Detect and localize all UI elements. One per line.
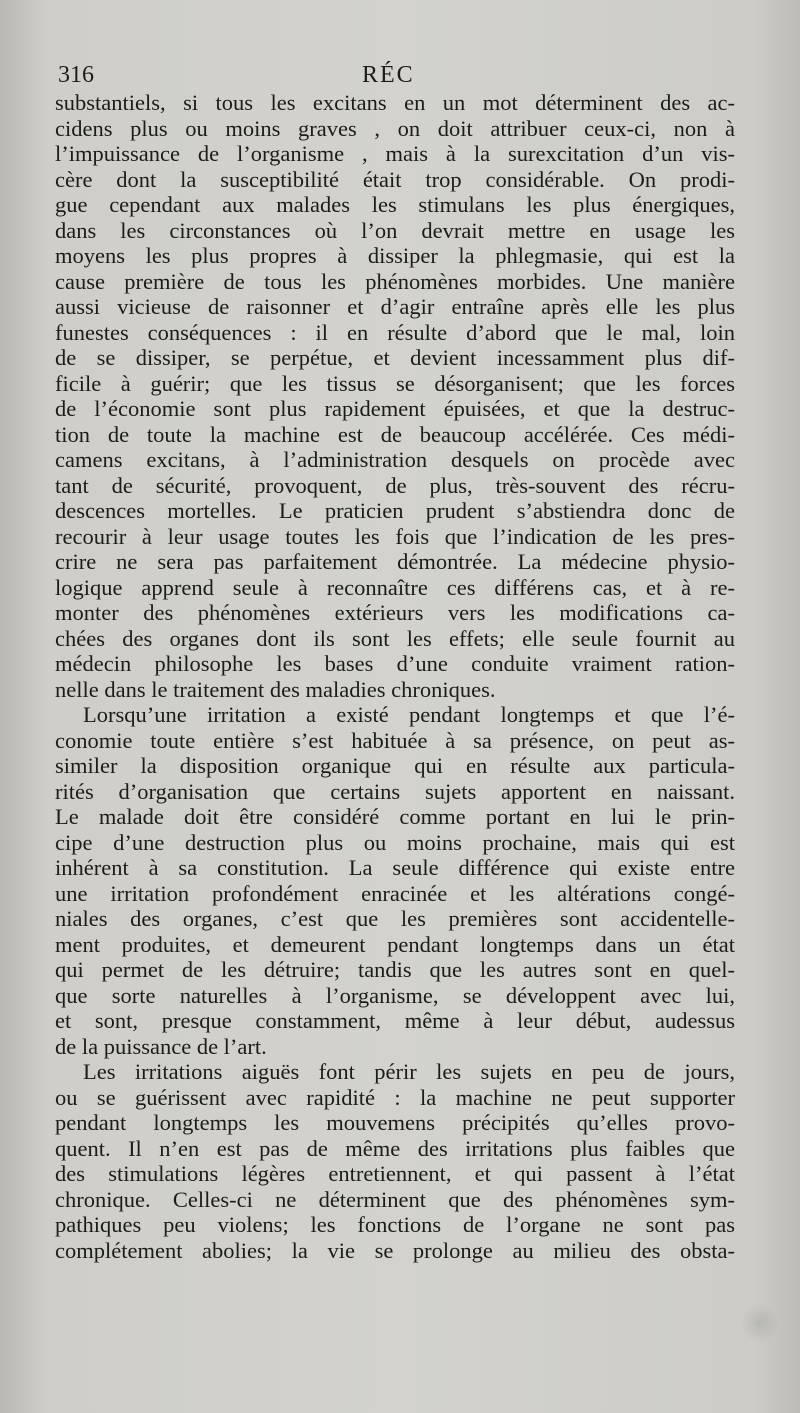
text-line: des stimulations légères entretiennent, et qui passent à l’état — [55, 1161, 735, 1186]
text-line: et sont, presque constamment, même à leur début, audessus — [55, 1008, 735, 1033]
text-line: similer la disposition organique qui en résulte aux particula- — [55, 753, 735, 778]
text-line: Les irritations aiguës font périr les sujets en peu de jours, — [83, 1059, 735, 1084]
text-line: médecin philosophe les bases d’une conduite vraiment ration- — [55, 651, 735, 676]
text-line: l’impuissance de l’organisme , mais à la surexcitation d’un vis- — [55, 141, 735, 166]
text-line: cère dont la susceptibilité était trop considérable. On prodi- — [55, 166, 735, 192]
text-line: conomie toute entière s’est habituée à sa présence, on peut as- — [55, 727, 735, 753]
text-line: monter des phénomènes extérieurs vers les modifications ca- — [55, 600, 735, 625]
text-line: de la puissance de l’art. — [55, 1033, 267, 1059]
text-line: chées des organes dont ils sont les effets; elle seule fournit au — [55, 625, 735, 651]
text-line: qui permet de les détruire; tandis que les autres sont en quel- — [55, 957, 735, 982]
text-line: complétement abolies; la vie se prolonge au milieu des obsta- — [55, 1237, 735, 1263]
text-line: ou se guérissent avec rapidité : la machine ne peut supporter — [55, 1084, 735, 1110]
text-line: que sorte naturelles à l’organisme, se développent avec lui, — [55, 982, 735, 1008]
text-line: rités d’organisation que certains sujets apportent en naissant. — [55, 778, 735, 804]
running-head: RÉC — [362, 62, 415, 88]
text-line: Le malade doit être considéré comme portant en lui le prin- — [55, 804, 735, 829]
body-text — [55, 90, 735, 1263]
text-line: cidens plus ou moins graves , on doit attribuer ceux-ci, non à — [55, 115, 735, 141]
text-line: logique apprend seule à reconnaître ces différens cas, et à re- — [55, 574, 735, 600]
text-line: ment produites, et demeurent pendant longtemps dans un état — [55, 931, 735, 957]
text-line: de se dissiper, se perpétue, et devient incessamment plus dif- — [55, 345, 735, 370]
text-line: Lorsqu’une irritation a existé pendant longtemps et que l’é- — [83, 702, 735, 727]
text-line: crire ne sera pas parfaitement démontrée. La médecine physio- — [55, 549, 735, 574]
text-line: niales des organes, c’est que les premières sont accidentelle- — [55, 906, 735, 931]
text-line: recourir à leur usage toutes les fois que l’indication de les pres- — [55, 523, 735, 549]
text-line: tion de toute la machine est de beaucoup accélérée. Ces médi- — [55, 421, 735, 447]
text-line: cause première de tous les phénomènes morbides. Une manière — [55, 268, 735, 294]
text-line: chronique. Celles-ci ne déterminent que des phénomènes sym- — [55, 1186, 735, 1212]
text-line: gue cependant aux malades les stimulans les plus énergiques, — [55, 192, 735, 217]
text-line: descences mortelles. Le praticien prudent s’abstiendra donc de — [55, 498, 735, 523]
text-line: une irritation profondément enracinée et les altérations congé- — [55, 880, 735, 906]
text-line: de l’économie sont plus rapidement épuisées, et que la destruc- — [55, 396, 735, 421]
text-line: substantiels, si tous les excitans en un mot déterminent des ac- — [55, 90, 735, 115]
text-line: cipe d’une destruction plus ou moins prochaine, mais qui est — [55, 829, 735, 855]
page-number: 316 — [58, 62, 94, 88]
text-line: pendant longtemps les mouvemens précipités qu’elles provo- — [55, 1110, 735, 1135]
text-line: pathiques peu violens; les fonctions de l’organe ne sont pas — [55, 1212, 735, 1237]
text-line: aussi vicieuse de raisonner et d’agir entraîne après elle les plus — [55, 294, 735, 319]
text-line: nelle dans le traitement des maladies chroniques. — [55, 676, 496, 702]
paper-stain — [740, 1303, 780, 1343]
text-line: camens excitans, à l’administration desquels on procède avec — [55, 447, 735, 472]
text-line: quent. Il n’en est pas de même des irritations plus faibles que — [55, 1135, 735, 1161]
text-line: inhérent à sa constitution. La seule différence qui existe entre — [55, 855, 735, 880]
text-line: funestes conséquences : il en résulte d’abord que le mal, loin — [55, 319, 735, 345]
text-line: moyens les plus propres à dissiper la phlegmasie, qui est la — [55, 243, 735, 268]
text-line: ficile à guérir; que les tissus se désorganisent; que les forces — [55, 370, 735, 396]
text-line: tant de sécurité, provoquent, de plus, très-souvent des récru- — [55, 472, 735, 498]
text-line: dans les circonstances où l’on devrait mettre en usage les — [55, 217, 735, 243]
